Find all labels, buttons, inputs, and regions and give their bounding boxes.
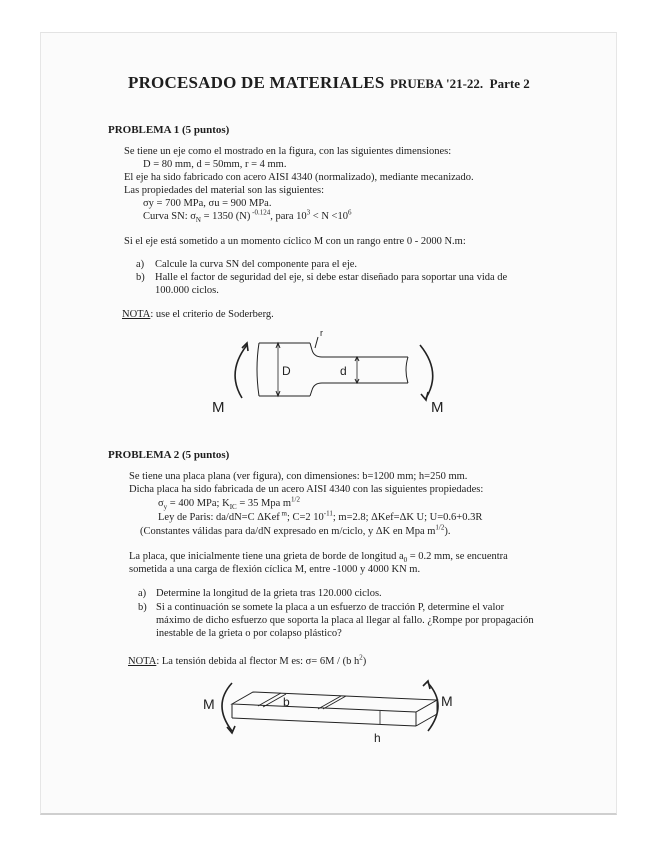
problem1-item-a-mark: a) [136, 259, 145, 270]
problem2-item-b2: máximo de dicho esfuerzo que soporta la placa al llegar al fallo. ¿Rompe por propagación [156, 615, 534, 626]
problem1-heading: PROBLEMA 1 (5 puntos) [108, 124, 230, 136]
problem2-item-b3: inestable de la grieta o por colapso plástico? [156, 628, 342, 639]
problem1-props2 [143, 208, 352, 225]
D-label: D [282, 364, 291, 378]
problem1-note [122, 309, 274, 320]
line3-post: = 0.2 mm, se encuentra [407, 551, 508, 562]
const-pre: (Constantes válidas para da/dN expresado en m/ciclo, y ΔK en Mpa m [140, 526, 436, 537]
p2-props1-exp: 1/2 [291, 495, 300, 504]
exam-label [390, 76, 530, 92]
props2-exp3: 6 [347, 208, 352, 217]
h-label: h [374, 731, 381, 745]
props2-pre: Curva SN: σ [143, 211, 196, 222]
problem2-paris [158, 509, 483, 523]
line3-pre: La placa, que inicialmente tiene una grieta de borde de longitud a [129, 551, 404, 562]
p2-props1-mid: = 400 MPa; K [167, 498, 230, 509]
b-label: b [283, 695, 290, 709]
problem1-item-b1: Halle el factor de seguridad del eje, si debe estar diseñado para soportar una vida de [155, 272, 508, 283]
problem2-line1: Se tiene una placa plana (ver figura), con dimensiones: b=1200 mm; h=250 mm. [129, 471, 468, 482]
const-post: ). [444, 526, 451, 537]
paris-post2: ; m=2.8; ΔKef=ΔK U; U=0.6+0.3R [332, 512, 483, 523]
problem2-constants [140, 523, 451, 537]
const-exp: 1/2 [435, 523, 445, 532]
note2-exp: 2 [359, 653, 363, 662]
problem2-item-a: Determine la longitud de la grieta tras 120.000 ciclos. [156, 588, 382, 599]
problem1-line4: Si el eje está sometido a un momento cíclico M con un rango entre 0 - 2000 N.m: [124, 236, 466, 247]
radius-label: r [320, 328, 323, 338]
paris-exp: m [279, 509, 287, 518]
problem1-props1: σy = 700 MPa, σu = 900 MPa. [143, 198, 272, 209]
problem2-note [128, 653, 367, 667]
props2-exp2: 3 [306, 208, 311, 217]
props2-mid: = 1350 (N) [200, 211, 251, 222]
note2-post: ) [362, 656, 367, 667]
problem1-line3: Las propiedades del material son las siguientes: [124, 185, 325, 196]
paris-post1: ; C=2 10 [286, 512, 324, 523]
moment-right-label: M [431, 399, 444, 416]
moment-left-label: M [212, 399, 225, 416]
problem2-line4: sometida a una carga de flexión cíclica M, entre -1000 y 4000 KN m. [129, 564, 421, 575]
p2-props1-pre: σ [158, 498, 164, 509]
problem2-line3 [129, 551, 508, 565]
note-text: : use el criterio de Soderberg. [150, 309, 274, 320]
line3-sub: 0 [403, 556, 408, 565]
problem2-heading: PROBLEMA 2 (5 puntos) [108, 449, 230, 461]
problem2-props1 [158, 495, 300, 512]
exam-name: PRUEBA '21-22. [390, 76, 484, 91]
props2-post1: , para 10 [270, 211, 307, 222]
note2-text: : La tensión debida al flector M es: σ= 6M / (b h [156, 656, 360, 667]
problem2-line2: Dicha placa ha sido fabricada de un acero AISI 4340 con las siguientes propiedades: [129, 484, 484, 495]
note-label: NOTA [122, 309, 151, 320]
exam-part: Parte 2 [489, 76, 530, 91]
p2-props1-sub2: IC [229, 503, 237, 512]
d-label: d [340, 364, 347, 378]
problem1-item-b-mark: b) [136, 272, 145, 283]
problem2-item-b1: Si a continuación se somete la placa a un esfuerzo de tracción P, determine el valor [156, 602, 505, 613]
props2-sub: N [195, 216, 201, 225]
problem2-item-b-mark: b) [138, 602, 147, 613]
problem1-item-a: Calcule la curva SN del componente para el eje. [155, 259, 358, 270]
props2-exp: -0.124 [250, 208, 271, 217]
document-title: PROCESADO DE MATERIALES [128, 73, 385, 92]
problem1-line2: El eje ha sido fabricado con acero AISI 4340 (normalizado), mediante mecanizado. [124, 172, 474, 183]
problem1-item-b2: 100.000 ciclos. [155, 285, 219, 296]
problem2-item-a-mark: a) [138, 588, 147, 599]
p2-props1-post: = 35 Mpa m [236, 498, 292, 509]
problem1-line1: Se tiene un eje como el mostrado en la figura, con las siguientes dimensiones: [124, 146, 452, 157]
props2-post2: < N <10 [310, 211, 348, 222]
problem1-dims: D = 80 mm, d = 50mm, r = 4 mm. [143, 159, 287, 170]
paris-pre: Ley de Paris: da/dN=C ΔKef [158, 512, 280, 523]
paris-exp2: -11 [323, 509, 333, 518]
note2-label: NOTA [128, 656, 157, 667]
moment2-right-label: M [441, 693, 453, 709]
p2-props1-sub: y [163, 503, 168, 512]
moment2-left-label: M [203, 696, 215, 712]
